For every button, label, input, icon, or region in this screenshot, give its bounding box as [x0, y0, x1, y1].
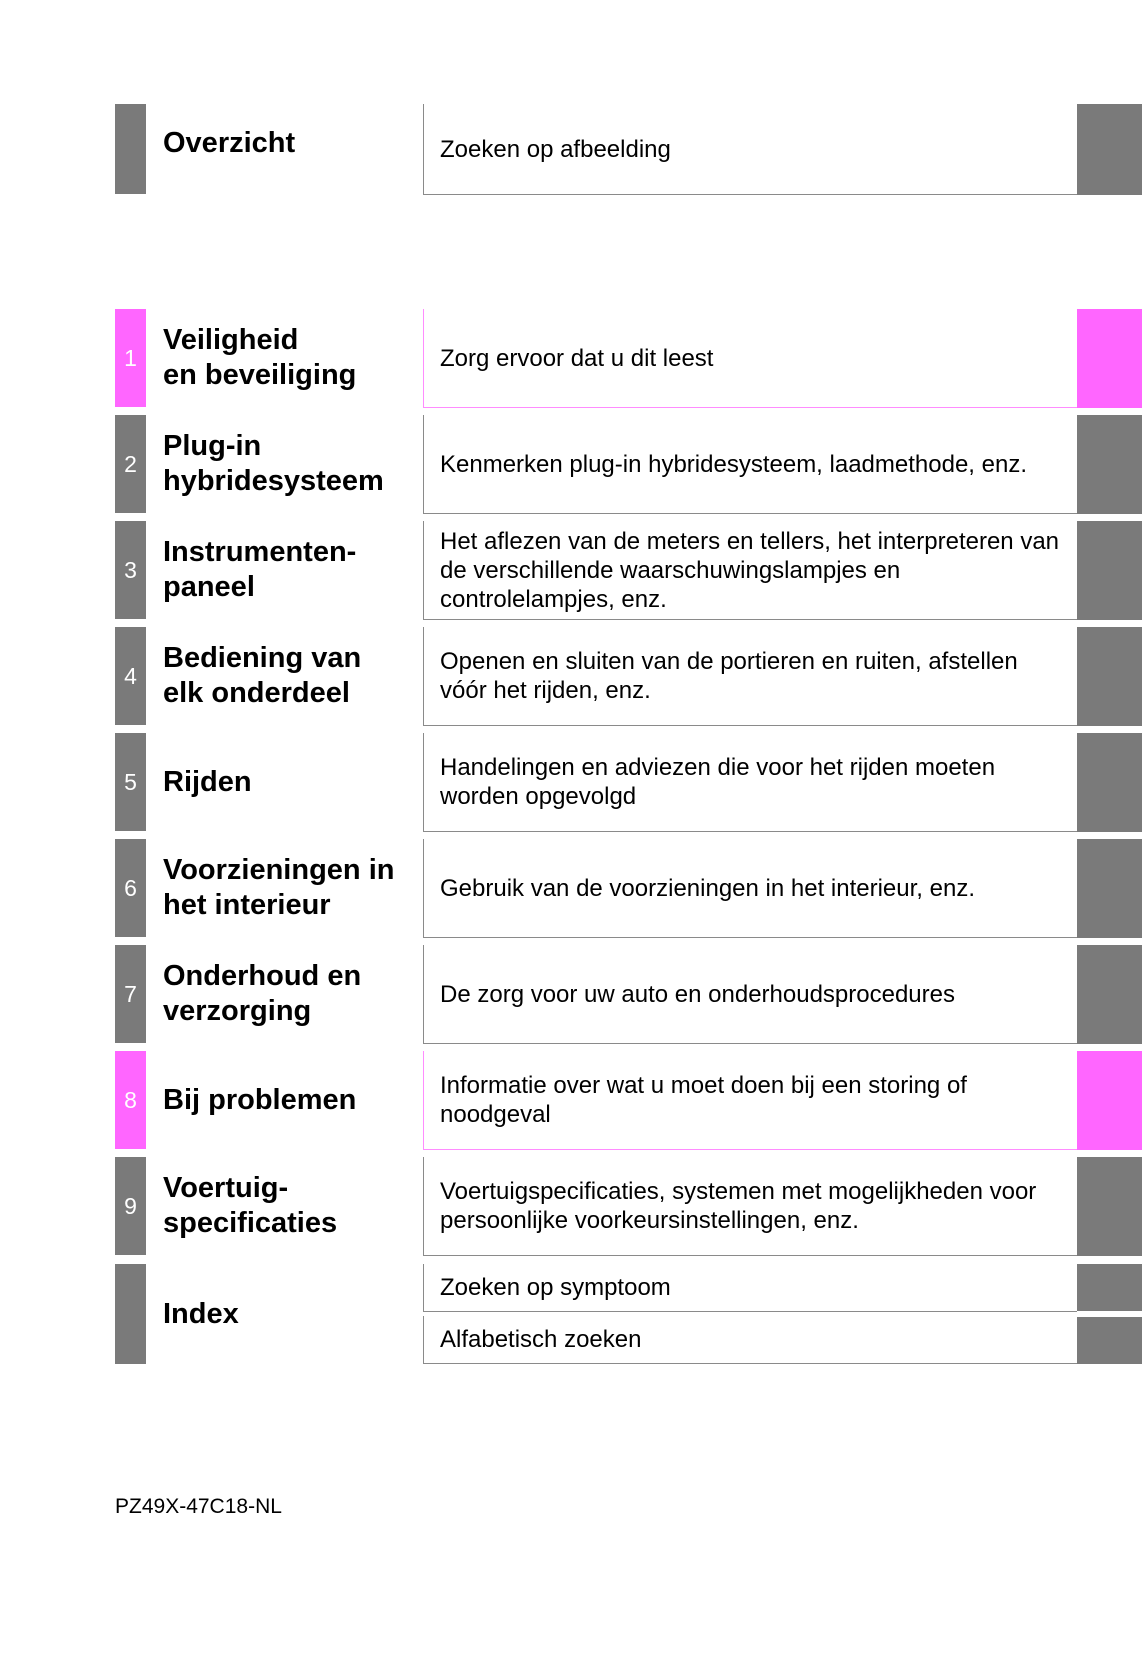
chapter-description-3: Het aflezen van de meters en tellers, het interpreteren van de verschillende waarschuwingslampjes en controlelampjes, enz. — [440, 527, 1060, 613]
overview-description: Zoeken op afbeelding — [440, 135, 671, 163]
chapter-tab-6: 6 — [115, 839, 146, 937]
chapter-box-4[interactable] — [423, 627, 1077, 726]
chapter-description-8: Informatie over wat u moet doen bij een storing of noodgeval — [440, 1072, 967, 1128]
chapter-title-3[interactable]: Instrumenten- paneel — [163, 536, 357, 603]
index-symptom-right-tab — [1077, 1264, 1142, 1311]
chapter-tab-5: 5 — [115, 733, 146, 831]
chapter-right-tab-8 — [1077, 1051, 1142, 1150]
chapter-right-tab-5 — [1077, 733, 1142, 832]
chapter-right-tab-2 — [1077, 415, 1142, 514]
index-item-symptom-label: Zoeken op symptoom — [440, 1274, 671, 1301]
chapter-description-1: Zorg ervoor dat u dit leest — [440, 344, 714, 372]
chapter-description-7: De zorg voor uw auto en onderhoudsprocedures — [440, 980, 955, 1008]
chapter-description-4: Openen en sluiten van de portieren en ruiten, afstellen vóór het rijden, enz. — [440, 648, 1018, 704]
index-item-alphabetical-label: Alfabetisch zoeken — [440, 1326, 642, 1353]
chapter-title-1[interactable]: Veiligheid en beveiliging — [163, 324, 357, 391]
chapter-box-6[interactable] — [423, 839, 1077, 938]
chapter-box-5[interactable] — [423, 733, 1077, 832]
chapter-tab-1: 1 — [115, 309, 146, 407]
chapter-box-7[interactable] — [423, 945, 1077, 1044]
chapter-title-7[interactable]: Onderhoud en verzorging — [163, 960, 362, 1027]
chapter-title-9[interactable]: Voertuig- specificaties — [163, 1172, 338, 1239]
chapter-title-5[interactable]: Rijden — [163, 765, 252, 798]
chapter-right-tab-4 — [1077, 627, 1142, 726]
index-title[interactable]: Index — [163, 1297, 239, 1330]
overview-tab — [115, 104, 146, 194]
overview-right-tab — [1077, 104, 1142, 195]
index-item-alphabetical[interactable] — [423, 1316, 1077, 1364]
chapter-tab-7: 7 — [115, 945, 146, 1043]
chapter-title-6[interactable]: Voorzieningen in het interieur — [163, 854, 395, 921]
chapter-title-4[interactable]: Bediening van elk onderdeel — [163, 642, 362, 709]
chapter-tab-3: 3 — [115, 521, 146, 619]
overview-box[interactable] — [423, 104, 1077, 195]
chapter-right-tab-9 — [1077, 1157, 1142, 1256]
chapter-title-2[interactable]: Plug-in hybridesysteem — [163, 430, 384, 497]
chapter-description-2: Kenmerken plug-in hybridesysteem, laadmethode, enz. — [440, 450, 1027, 478]
chapter-description-5: Handelingen en adviezen die voor het rijden moeten worden opgevolgd — [440, 754, 996, 810]
chapter-right-tab-6 — [1077, 839, 1142, 938]
index-alphabetical-right-tab — [1077, 1317, 1142, 1364]
chapter-description-9: Voertuigspecificaties, systemen met mogelijkheden voor persoonlijke voorkeursinstellingen, enz. — [440, 1178, 1037, 1234]
chapter-box-1[interactable] — [423, 309, 1077, 408]
chapter-right-tab-3 — [1077, 521, 1142, 620]
chapter-right-tab-1 — [1077, 309, 1142, 408]
chapter-tab-8: 8 — [115, 1051, 146, 1149]
chapter-description-6: Gebruik van de voorzieningen in het interieur, enz. — [440, 874, 975, 902]
index-tab — [115, 1264, 146, 1364]
chapter-box-2[interactable] — [423, 415, 1077, 514]
chapter-tab-4: 4 — [115, 627, 146, 725]
chapter-right-tab-7 — [1077, 945, 1142, 1044]
chapter-box-8[interactable] — [423, 1051, 1077, 1150]
index-item-symptom[interactable] — [423, 1264, 1077, 1312]
chapter-tab-2: 2 — [115, 415, 146, 513]
chapter-title-8[interactable]: Bij problemen — [163, 1083, 357, 1116]
overview-title[interactable]: Overzicht — [163, 126, 296, 159]
chapter-tab-9: 9 — [115, 1157, 146, 1255]
document-code: PZ49X-47C18-NL — [115, 1495, 282, 1518]
chapter-box-9[interactable] — [423, 1157, 1077, 1256]
chapter-box-3[interactable] — [423, 521, 1077, 620]
